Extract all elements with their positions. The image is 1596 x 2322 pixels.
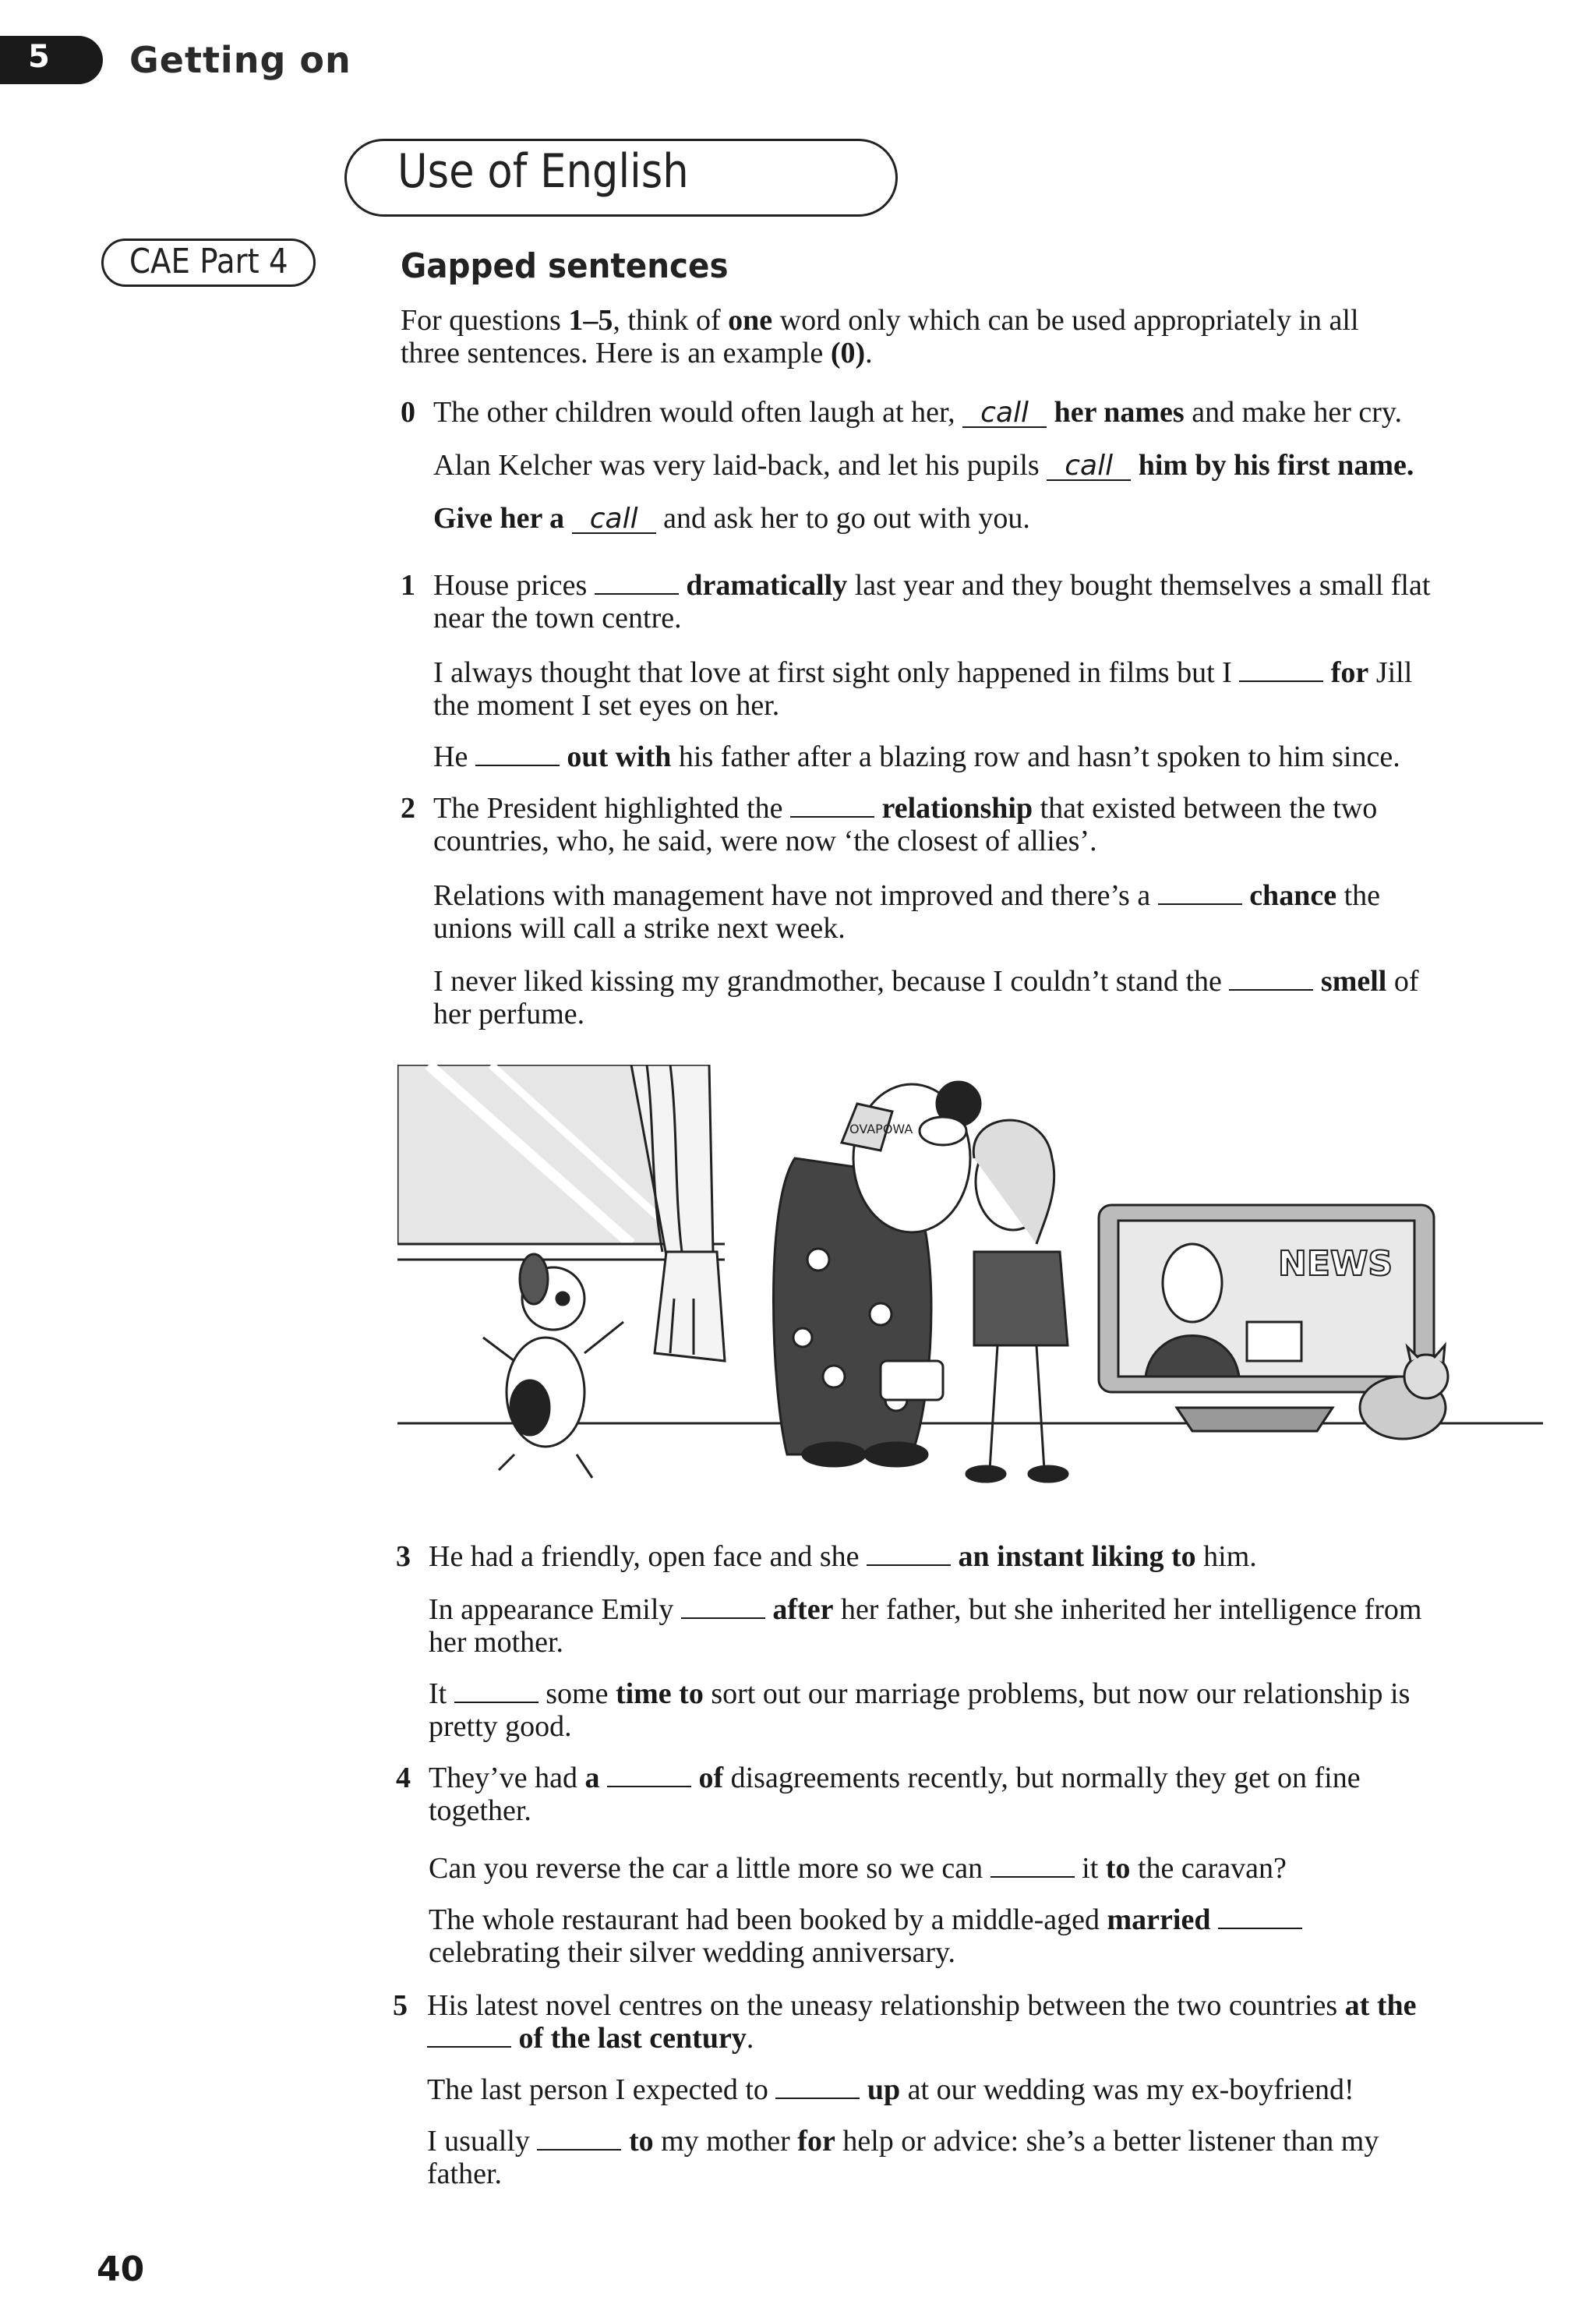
answer-blank[interactable] (607, 1762, 691, 1787)
answer-blank[interactable] (454, 1678, 538, 1703)
answer-blank[interactable] (595, 570, 679, 595)
q5-sentence-1: His latest novel centres on the uneasy relationship between the two countries at the of the last century. (427, 1989, 1417, 2055)
q2-sentence-3: I never liked kissing my grandmother, because I couldn’t stand the smell of her perfume. (433, 965, 1419, 1030)
part-label: CAE Part 4 (129, 242, 288, 281)
unit-badge (0, 36, 103, 84)
q1-sentence-2: I always thought that love at first sight only happened in films but I for Jill the moment I set eyes on her. (433, 656, 1413, 722)
answer-blank[interactable] (990, 1853, 1075, 1878)
q1-sentence-3: He out with his father after a blazing row and hasn’t spoken to him since. (433, 740, 1400, 773)
question-number: 2 (401, 792, 415, 825)
page-number: 40 (97, 2250, 145, 2289)
q4-sentence-1: They’ve had a of disagreements recently, but normally they get on fine together. (429, 1762, 1361, 1827)
q4-sentence-3: The whole restaurant had been booked by a middle-aged married celebrating their silver wedding anniversary. (429, 1903, 1302, 1969)
grandmother (774, 1082, 981, 1466)
section-title: Use of English (397, 144, 689, 199)
subheading: Gapped sentences (401, 246, 729, 286)
instructions: For questions 1–5, think of one word only which can be used appropriately in all three sentences. Here is an example (0). (401, 304, 1359, 369)
example-sentence-2: Alan Kelcher was very laid-back, and let his pupils call him by his first name. (433, 449, 1414, 482)
answer-blank[interactable] (867, 1541, 951, 1566)
answer-blank[interactable] (427, 2023, 511, 2048)
q2-sentence-1: The President highlighted the relationship that existed between the two countries, who, he said, were now ‘the closest of allies’. (433, 792, 1378, 857)
girl (966, 1120, 1068, 1482)
answer-blank[interactable] (1158, 880, 1242, 905)
tv-news-label: NEWS (1278, 1244, 1393, 1284)
answer-blank[interactable] (790, 793, 874, 818)
answer-blank[interactable] (1239, 657, 1323, 682)
q2-sentence-2: Relations with management have not improved and there’s a chance the unions will call a strike next week. (433, 879, 1380, 945)
answer-blank[interactable] (775, 2074, 860, 2099)
perfume-bottle-label: OVAPOWA (849, 1122, 913, 1136)
example-sentence-3: Give her a call and ask her to go out with you. (433, 502, 1030, 535)
q5-sentence-2: The last person I expected to up at our wedding was my ex-boyfriend! (427, 2073, 1354, 2106)
cartoon-illustration (397, 1065, 1543, 1517)
answer-blank[interactable] (475, 741, 560, 766)
q1-sentence-1: House prices dramatically last year and they bought themselves a small flat near the town centre. (433, 569, 1431, 634)
example-sentence-1: The other children would often laugh at her, call her names and make her cry. (433, 396, 1402, 429)
question-number: 0 (401, 396, 415, 429)
answer-blank[interactable] (1229, 966, 1313, 991)
question-number: 4 (396, 1762, 411, 1794)
unit-number: 5 (28, 39, 50, 75)
answer-blank[interactable] (681, 1594, 765, 1619)
answer-blank[interactable] (537, 2126, 621, 2151)
q3-sentence-1: He had a friendly, open face and she an instant liking to him. (429, 1540, 1257, 1573)
q5-sentence-3: I usually to my mother for help or advice: she’s a better listener than my father. (427, 2125, 1379, 2190)
q4-sentence-2: Can you reverse the car a little more so we can it to the caravan? (429, 1852, 1287, 1885)
question-number: 1 (401, 569, 415, 602)
question-number: 5 (393, 1989, 408, 2022)
answer-blank[interactable] (1218, 1904, 1302, 1929)
unit-title: Getting on (129, 39, 351, 81)
dog (483, 1254, 623, 1478)
q3-sentence-2: In appearance Emily after her father, but she inherited her intelligence from her mother. (429, 1593, 1422, 1659)
question-number: 3 (396, 1540, 411, 1573)
q3-sentence-3: It some time to sort out our marriage problems, but now our relationship is pretty good. (429, 1677, 1411, 1743)
